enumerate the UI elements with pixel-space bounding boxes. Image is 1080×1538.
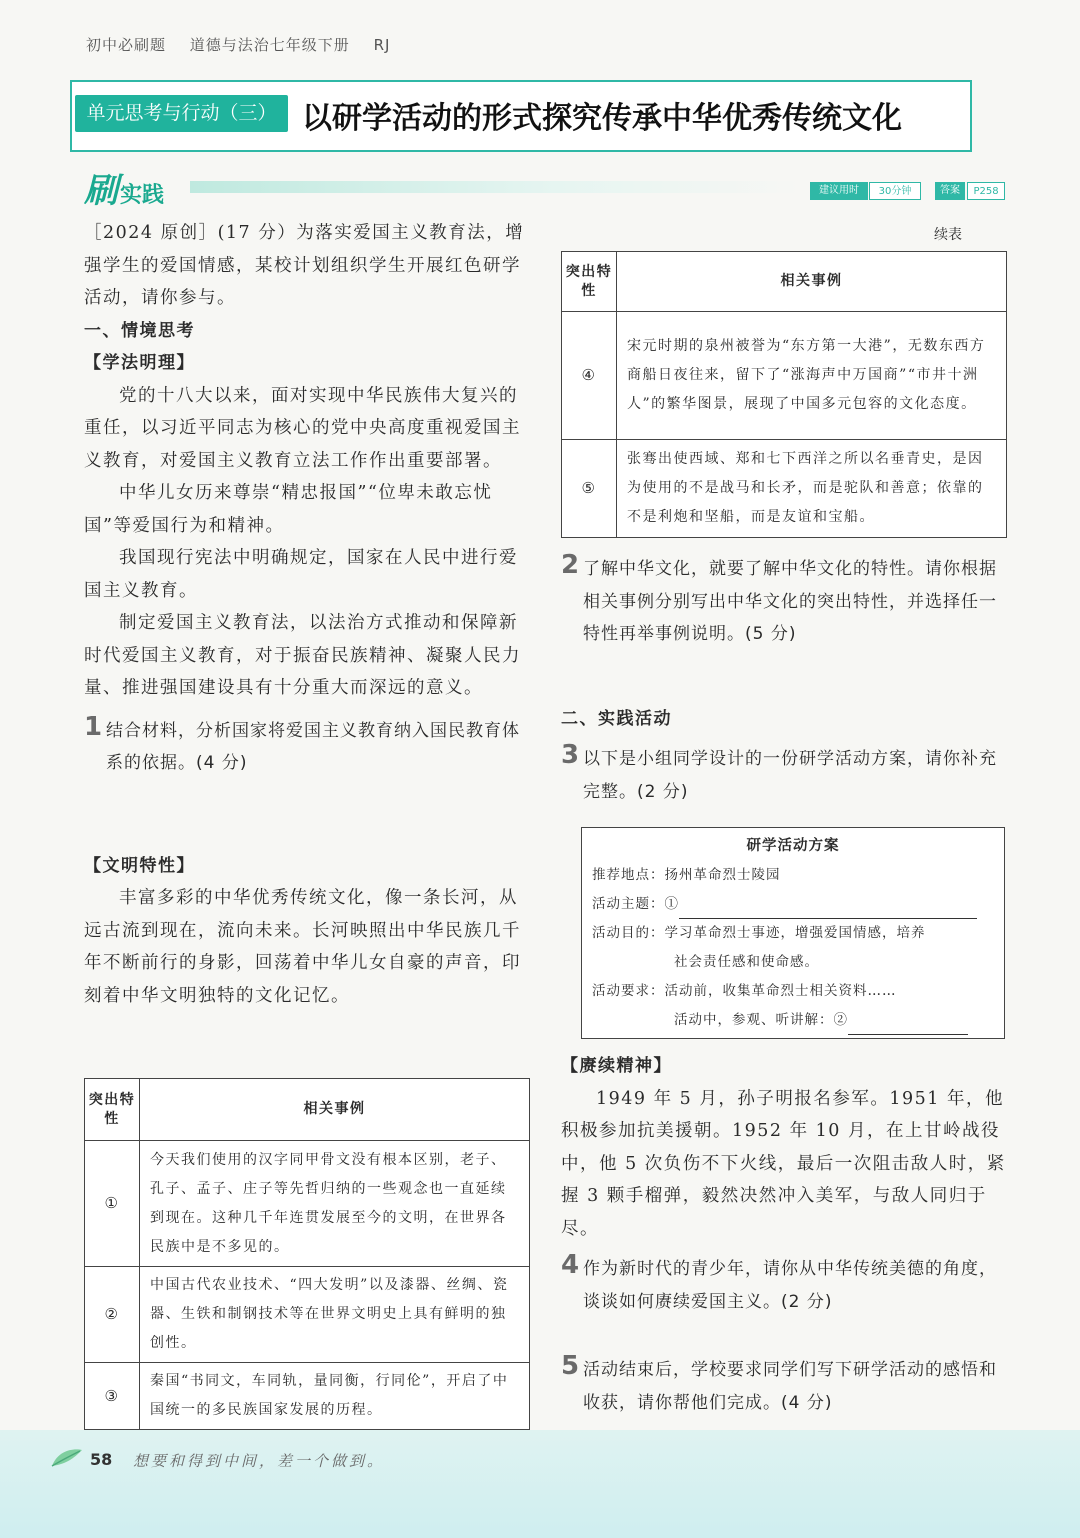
plan-req-line [592,1006,994,1035]
plan-req-1: 活动要求：活动前，收集革命烈士相关资料…… [592,983,897,999]
plan-place: 推荐地点：扬州革命烈士陵园 [592,867,781,883]
question-1 [84,711,530,780]
blank-1[interactable] [679,898,977,919]
row-example: 张骞出使西域、郑和七下西洋之所以名垂青史，是因为使用的不是战马和长矛，而是驼队和善意；依靠的不是利炮和坚船，而是友谊和宝船。 [617,440,1007,538]
continued-label: 续表 [934,227,962,243]
plan-req-2: 活动中，参观、听讲解：② [674,1012,848,1028]
part1-heading: 一、情境思考 [84,320,195,341]
col-example-header: 相关事例 [617,252,1007,312]
q3-number: 3 [561,740,581,770]
part2-heading: 二、实践活动 [561,708,672,729]
q1-number: 1 [84,711,104,742]
q5-number: 5 [561,1351,581,1381]
traits-table [84,1078,530,1430]
question-2 [561,550,1007,651]
row-example: 中国古代农业技术、“四大发明”以及漆器、丝绸、瓷器、生铁和制钢技术等在世界文明史上具有鲜明的独创性。 [140,1267,530,1363]
answer-page: P258 [967,182,1005,200]
spirit-para: 1949 年 5 月，孙子明报名参军。1951 年，他积极参加抗美援朝。1952 年 10 月，在上甘岭战役中，他 5 次负伤不下火线，最后一次阻击敌人时，紧握 3 颗手榴弹，毅然决然冲入美军，与敌人同归于尽。 [561,1088,1006,1239]
logo-small: 实践 [120,183,165,208]
law-para-2: 中华儿女历来尊崇“精忠报国”“位卑未敢忘忧国”等爱国行为和精神。 [84,483,493,536]
plan-title: 研学活动方案 [746,838,840,854]
question-5 [561,1351,1007,1419]
page-number: 58 [90,1450,113,1469]
q1-text: 结合材料，分析国家将爱国主义教育纳入国民教育体系的依据。(4 分) [106,720,520,773]
answer-space-4[interactable] [561,1318,1007,1354]
plan-goal-1: 活动目的：学习革命烈士事迹，增强爱国情感，培养 [592,925,926,941]
law-para-4: 制定爱国主义教育法，以法治方式推动和保障新时代爱国主义教育，对于振奋民族精神、凝聚人民力量、推进强国建设具有十分重大而深远的意义。 [84,613,521,698]
right-column [561,550,1007,808]
question-3 [561,740,1007,808]
row-index: ⑤ [562,440,617,538]
row-index: ③ [85,1363,140,1430]
row-index: ② [85,1267,140,1363]
traits-table-continued [561,251,1007,538]
edition-mark: RJ [373,36,391,54]
footer-quote: 想要和得到中间，差一个做到。 [133,1452,386,1470]
footer-band [0,1430,1080,1538]
right-column-lower [561,1050,1007,1419]
spirit-tag: 【赓续精神】 [561,1056,672,1076]
unit-title: 以研学活动的形式探究传承中华优秀传统文化 [302,101,902,136]
col-trait-header: 突出特性 [85,1079,140,1141]
question-4 [561,1250,1007,1318]
law-para-3: 我国现行宪法中明确规定，国家在人民中进行爱国主义教育。 [84,548,518,601]
col-example-header: 相关事例 [140,1079,530,1141]
plan-theme: 活动主题：① [592,896,679,912]
series-name: 初中必刷题 [86,36,167,54]
civ-para: 丰富多彩的中华优秀传统文化，像一条长河，从远古流到现在，流向未来。长河映照出中华民族几千年不断前行的身影，回荡着中华儿女自豪的声音，印刻着中华文明独特的文化记忆。 [84,888,521,1006]
intro-text: ［2024 原创］(17 分）为落实爱国主义教育法，增强学生的爱国情感，某校计划组织学生开展红色研学活动，请你参与。 [84,223,525,308]
running-header [86,34,408,55]
row-example: 宋元时期的泉州被誉为“东方第一大港”，无数东西方商船日夜往来，留下了“涨海声中万国商”“市井十洲人”的繁华图景，展现了中国多元包容的文化态度。 [617,312,1007,440]
unit-tag: 单元思考与行动（三） [75,95,288,132]
q5-text: 活动结束后，学校要求同学们写下研学活动的感悟和收获，请你帮他们完成。(4 分) [583,1360,997,1413]
col-trait-header: 突出特性 [562,252,617,312]
left-column [84,217,530,1012]
study-plan-box [581,827,1005,1039]
decorative-strip [190,181,800,193]
answer-space-2[interactable] [561,651,1007,703]
row-index: ④ [562,312,617,440]
q4-number: 4 [561,1250,581,1280]
row-example: 秦国“书同文，车同轨，量同衡，行同伦”，开启了中国统一的多民族国家发展的历程。 [140,1363,530,1430]
q4-text: 作为新时代的青少年，请你从中华传统美德的角度，谈谈如何赓续爱国主义。(2 分) [583,1259,997,1312]
row-example: 今天我们使用的汉字同甲骨文没有根本区别，老子、孔子、孟子、庄子等先哲归纳的一些观念也一直延续到现在。这种几千年连贯发展至今的文明，在世界各民族中是不多见的。 [140,1141,530,1267]
law-tag: 【学法明理】 [84,353,195,373]
row-index: ① [85,1141,140,1267]
q2-text: 了解中华文化，就要了解中华文化的特性。请你根据相关事例分别写出中华文化的突出特性，并选择任一特性再举事例说明。(5 分) [583,559,997,644]
blank-2[interactable] [848,1014,968,1035]
book-name: 道德与法治七年级下册 [189,36,350,54]
plan-goal-2: 社会责任感和使命感。 [674,954,819,970]
time-value: 30分钟 [869,182,921,200]
time-label: 建议用时 [810,182,868,200]
law-para-1: 党的十八大以来，面对实现中华民族伟大复兴的重任，以习近平同志为核心的党中央高度重视爱国主义教育，对爱国主义教育立法工作作出重要部署。 [84,385,521,471]
q3-text: 以下是小组同学设计的一份研学活动方案，请你补充完整。(2 分) [583,749,997,802]
plan-theme-line [592,890,994,919]
q2-number: 2 [561,550,581,580]
logo-big: 刷 [84,171,118,211]
answer-space-1[interactable] [84,780,530,850]
civ-tag: 【文明特性】 [84,855,195,876]
answer-label: 答案 [935,182,965,200]
leaf-icon [50,1446,84,1468]
section-logo [84,163,164,212]
